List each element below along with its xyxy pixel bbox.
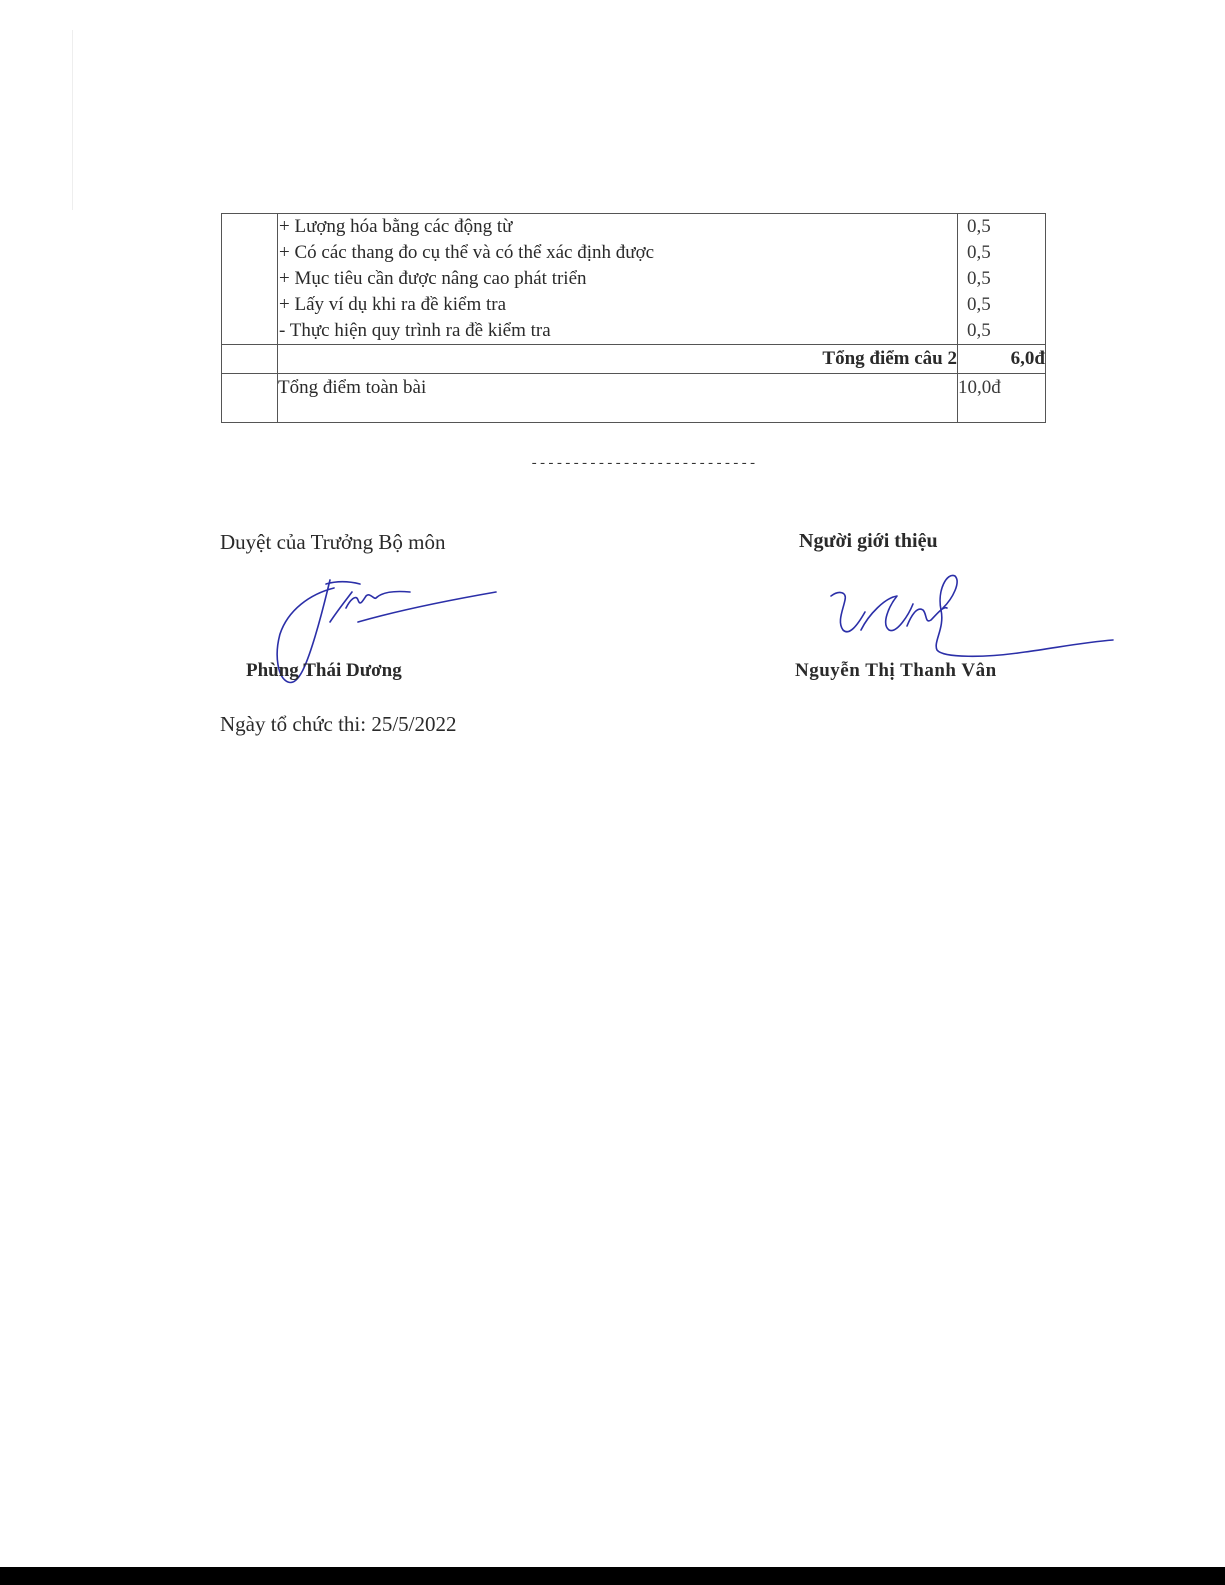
criteria-cell [278,214,958,345]
criteria-item: - Thực hiện quy trình ra đề kiểm tra [279,320,551,341]
total-label: Tổng điểm toàn bài [278,374,958,423]
criteria-score: 0,5 [967,294,991,315]
scan-edge-line [72,30,73,210]
approval-title: Duyệt của Trưởng Bộ môn [220,530,446,554]
total-row [222,374,1046,423]
index-cell [222,374,278,423]
subtotal-label: Tổng điểm câu 2 [278,345,958,374]
criteria-item: + Lấy ví dụ khi ra đề kiểm tra [279,294,507,315]
criteria-row [222,214,1046,345]
criteria-item: + Có các thang đo cụ thể và có thể xác định được [279,242,655,263]
introducer-title: Người giới thiệu [799,530,938,552]
section-divider: --------------------------- [530,456,757,472]
criteria-score: 0,5 [967,268,991,289]
criteria-item: + Lượng hóa bằng các động từ [279,216,513,237]
criteria-score: 0,5 [967,320,991,341]
exam-date: Ngày tổ chức thi: 25/5/2022 [220,712,457,736]
scan-bottom-border [0,1567,1225,1585]
introducer-name: Nguyễn Thị Thanh Vân [795,660,997,681]
index-cell [222,345,278,374]
introducer-signature [825,570,1115,670]
criteria-score: 0,5 [967,216,991,237]
total-score: 10,0đ [958,374,1046,423]
score-cell [958,214,1046,345]
subtotal-row [222,345,1046,374]
index-cell [222,214,278,345]
criteria-score: 0,5 [967,242,991,263]
subtotal-score: 6,0đ [958,345,1046,374]
approver-name: Phùng Thái Dương [246,660,402,681]
criteria-item: + Mục tiêu cần được nâng cao phát triển [279,268,587,289]
grading-table [221,213,1046,423]
